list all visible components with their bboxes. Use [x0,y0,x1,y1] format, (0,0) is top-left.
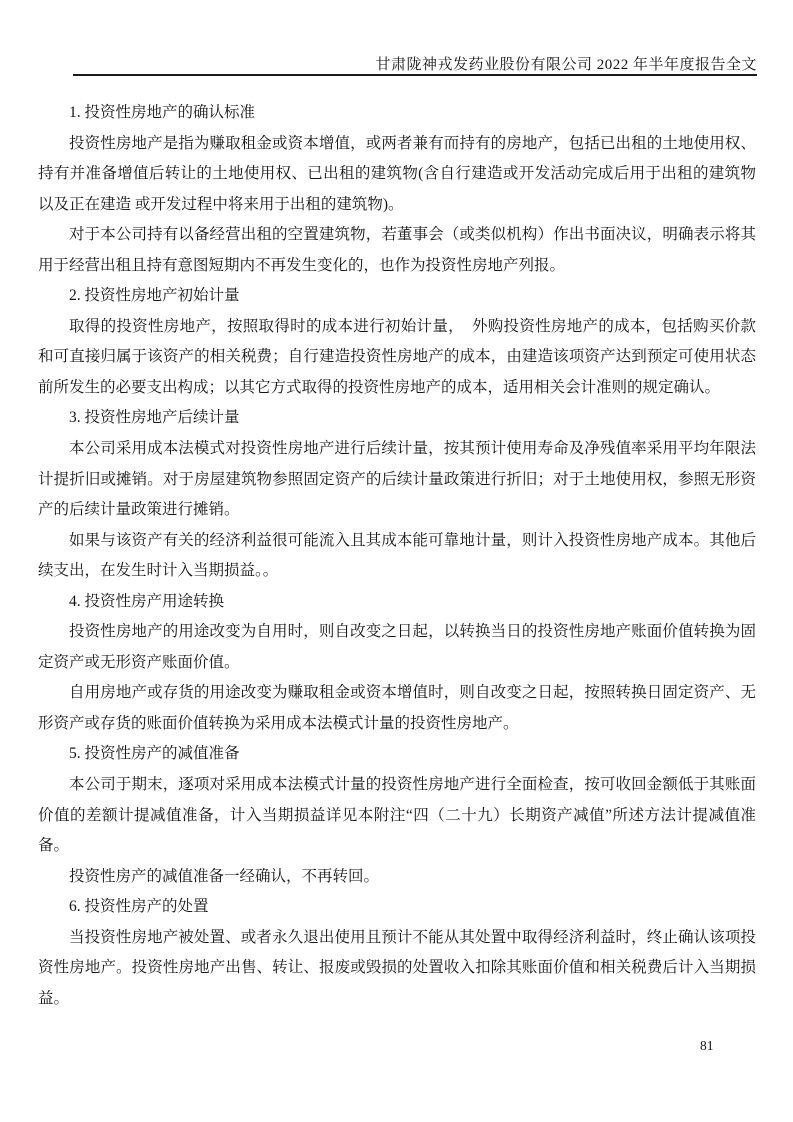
paragraph: 投资性房地产是指为赚取租金或资本增值，或两者兼有而持有的房地产，包括已出租的土地使用权、持有并准备增值后转让的土地使用权、已出租的建筑物(含自行建造或开发活动完成后用于出租的建筑物以及正在建造 或开发过程中将来用于出租的建筑物)。 [38,134,756,213]
document-body [38,98,756,1014]
section-heading: 6. 投资性房产的处置 [69,898,209,916]
header-divider [73,74,757,76]
paragraph: 对于本公司持有以备经营出租的空置建筑物，若董事会（或类似机构）作出书面决议，明确表示将其用于经营出租且持有意图短期内不再发生变化的，也作为投资性房地产列报。 [38,226,756,274]
paragraph: 当投资性房地产被处置、或者永久退出使用且预计不能从其处置中取得经济利益时，终止确认该项投资性房地产。投资性房地产出售、转让、报废或毁损的处置收入扣除其账面价值和相关税费后计入当期损益。 [38,928,756,1007]
paragraph: 投资性房产的减值准备一经确认，不再转回。 [69,867,380,885]
paragraph: 自用房地产或存货的用途改变为赚取租金或资本增值时，则自改变之日起，按照转换日固定资产、无形资产或存货的账面价值转换为采用成本法模式计量的投资性房地产。 [38,684,756,732]
paragraph: 投资性房地产的用途改变为自用时，则自改变之日起，以转换当日的投资性房地产账面价值转换为固定资产或无形资产账面价值。 [38,623,756,671]
section-heading: 2. 投资性房地产初始计量 [69,287,240,305]
paragraph: 本公司采用成本法模式对投资性房地产进行后续计量，按其预计使用寿命及净残值率采用平均年限法计提折旧或摊销。对于房屋建筑物参照固定资产的后续计量政策进行折旧；对于土地使用权，参照无形资产的后续计量政策进行摊销。 [38,440,756,519]
section-heading: 3. 投资性房地产后续计量 [69,409,240,427]
page-number: 81 [700,1038,714,1053]
paragraph: 取得的投资性房地产，按照取得时的成本进行初始计量， 外购投资性房地产的成本，包括购买价款和可直接归属于该资产的相关税费；自行建造投资性房地产的成本，由建造该项资产达到预定可使用状态前所发生的必要支出构成；以其它方式取得的投资性房地产的成本，适用相关会计准则的规定确认。 [38,317,756,396]
section-heading: 1. 投资性房地产的确认标准 [69,104,256,121]
paragraph: 如果与该资产有关的经济利益很可能流入且其成本能可靠地计量，则计入投资性房地产成本。其他后续支出，在发生时计入当期损益。。 [38,531,756,580]
section-heading: 4. 投资性房产用途转换 [69,592,225,610]
section-heading: 5. 投资性房产的减值准备 [69,745,240,763]
report-header-title: 甘肃陇神戎发药业股份有限公司 2022 年半年度报告全文 [375,57,757,73]
paragraph: 本公司于期末，逐项对采用成本法模式计量的投资性房地产进行全面检查，按可收回金额低于其账面价值的差额计提减值准备，计入当期损益详见本附注“四（二十九）长期资产减值”所述方法计提减值准备。 [38,776,756,855]
